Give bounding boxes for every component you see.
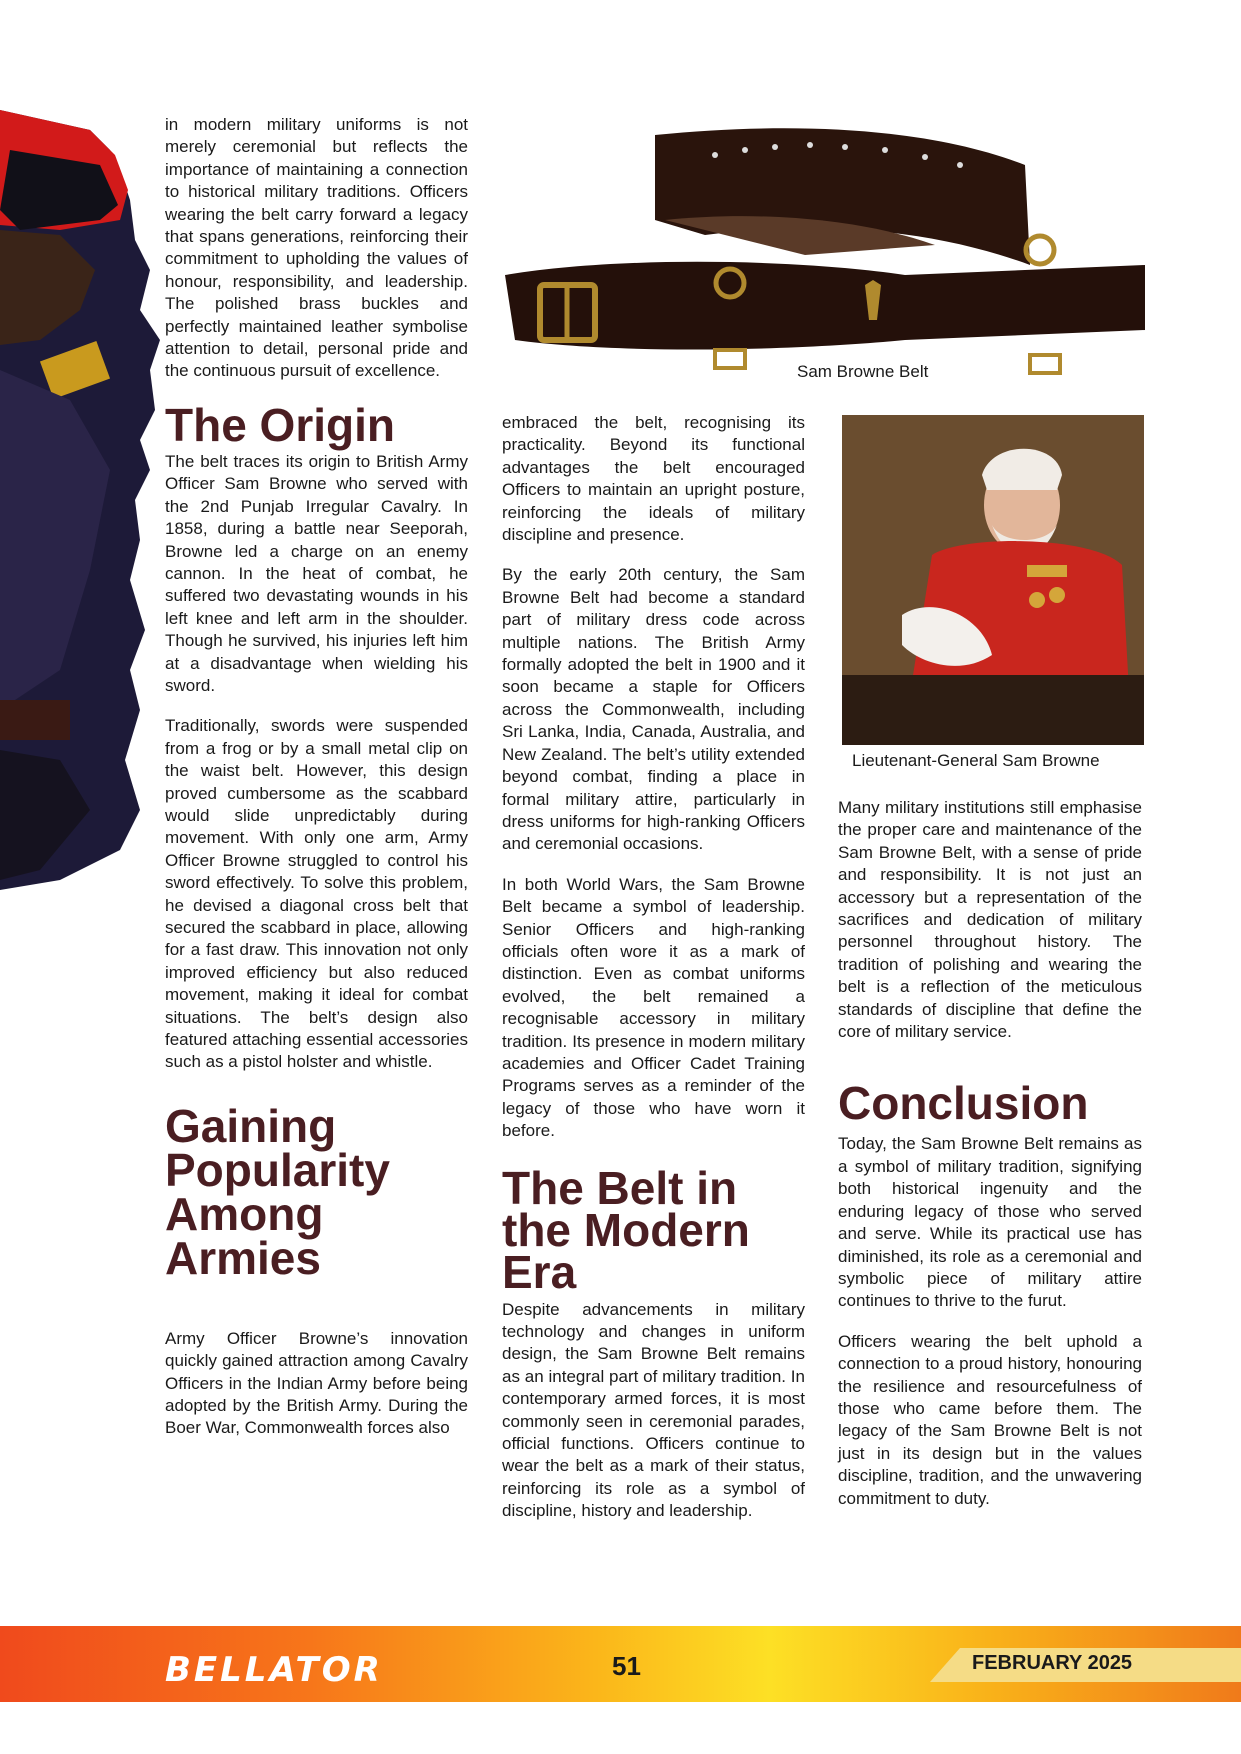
conclusion-paragraph-1: Today, the Sam Browne Belt remains as a symbol of military tradition, signifying both historical ingenuity and the enduring legacy of those who served and serve. While its practical use has diminished, its role as a ceremonial and symbolic piece of military attire continues to thrive to the furut. <box>838 1134 1142 1311</box>
col2-paragraph-2: By the early 20th century, the Sam Browne Belt had become a standard part of military dress code across multiple nations. The British Army formally adopted the belt in 1900 and it soon became a staple for Officers across the Commonwealth, including Sri Lanka, India, Canada, Australia, and New Zealand. The belt’s utility extended beyond combat, finding a place in formal military attire, particularly in dress uniforms for high-ranking Officers and ceremonial occasions. <box>502 565 805 854</box>
origin-heading: The Origin <box>165 398 395 451</box>
origin-paragraph-1: The belt traces its origin to British Army Officer Sam Browne who served with the 2nd Punjab Irregular Cavalry. In 1858, during a battle near Seeporah, Browne led a charge on an enemy cannon. In the heat of combat, he suffered two devastating wounds in his left knee and left arm in the shoulder. Though he survived, his injuries left him at a disadvantage when wielding his sword. <box>165 451 468 695</box>
portrait-caption: Lieutenant-General Sam Browne <box>852 751 1100 770</box>
column-3 <box>838 797 1142 1528</box>
page-number: 51 <box>612 1651 641 1681</box>
origin-paragraph-2: Traditionally, swords were suspended from a frog or by a small metal clip on the waist belt. However, this design proved cumbersome as the scabbard would slide unpredictably during movement. With only one arm, Army Officer Browne struggled to control his sword effectively. To solve this problem, he devised a diagonal cross belt that secured the scabbard in place, allowing for a fast draw. This innovation not only improved efficiency but also reduced movement, making it ideal for combat situations. The belt’s design also featured attaching essential accessories such as a pistol holster and whistle. <box>165 716 468 1072</box>
soldier-photo <box>0 110 175 890</box>
lieutenant-general-portrait <box>842 415 1144 745</box>
col3-paragraph-1: Many military institutions still emphasise the proper care and maintenance of the Sam Browne Belt, with a sense of pride and responsibility. It is not just an accessory but a representation of the sacrifices and dedication of military personnel throughout history. The tradition of polishing and wearing the belt is a reflection of the meticulous standards of discipline that define the core of military service. <box>838 798 1142 1042</box>
conclusion-heading: Conclusion <box>838 1077 1089 1130</box>
col2-paragraph-3: In both World Wars, the Sam Browne Belt became a symbol of leadership. Senior Officers and high-ranking officials often wore it as a mark of distinction. Even as combat uniforms evolved, the belt remained a recognisable accessory in military tradition. Its presence in modern military academies and Officer Cadet Training Programs serves as a reminder of the legacy of those who have worn it before. <box>502 874 805 1141</box>
issue-date: FEBRUARY 2025 <box>972 1652 1133 1674</box>
belt-caption: Sam Browne Belt <box>797 362 929 381</box>
sam-browne-belt-image <box>505 125 1145 390</box>
gaining-popularity-heading: Gaining Popularity Among Armies <box>165 1099 390 1284</box>
gaining-paragraph-1: Army Officer Browne’s innovation quickly gained attraction among Cavalry Officers in the Indian Army before being adopted by the British Army. During the Boer War, Commonwealth forces also <box>165 1328 468 1438</box>
modern-era-heading: The Belt in the Modern Era <box>502 1161 750 1298</box>
conclusion-paragraph-2: Officers wearing the belt uphold a connection to a proud history, honouring the resilience and resourcefulness of those who came before them. The legacy of the Sam Browne Belt is not just in its design but in the values discipline, tradition, and the unwavering commitment to duty. <box>838 1331 1142 1508</box>
column-1 <box>165 114 468 1458</box>
magazine-logo: BELLATOR <box>165 1650 383 1690</box>
intro-paragraph: in modern military uniforms is not merely ceremonial but reflects the importance of maintaining a connection to historical military traditions. Officers wearing the belt carry forward a legacy that spans generations, reinforcing their commitment to upholding the values of honour, responsibility, and leadership. The polished brass buckles and perfectly maintained leather symbolise attention to detail, personal pride and the continuous pursuit of excellence. <box>165 115 468 381</box>
col2-paragraph-1: embraced the belt, recognising its practicality. Beyond its functional advantages the belt encouraged Officers to maintain an upright posture, reinforcing the ideals of military discipline and presence. <box>502 413 805 545</box>
modern-era-paragraph-1: Despite advancements in military technology and changes in uniform design, the Sam Browne Belt remains as an integral part of military tradition. In contemporary armed forces, it is most commonly seen in ceremonial parades, official functions. Officers continue to wear the belt as a mark of their status, reinforcing its role as a symbol of discipline, history and leadership. <box>502 1299 805 1521</box>
column-2 <box>502 412 805 1541</box>
